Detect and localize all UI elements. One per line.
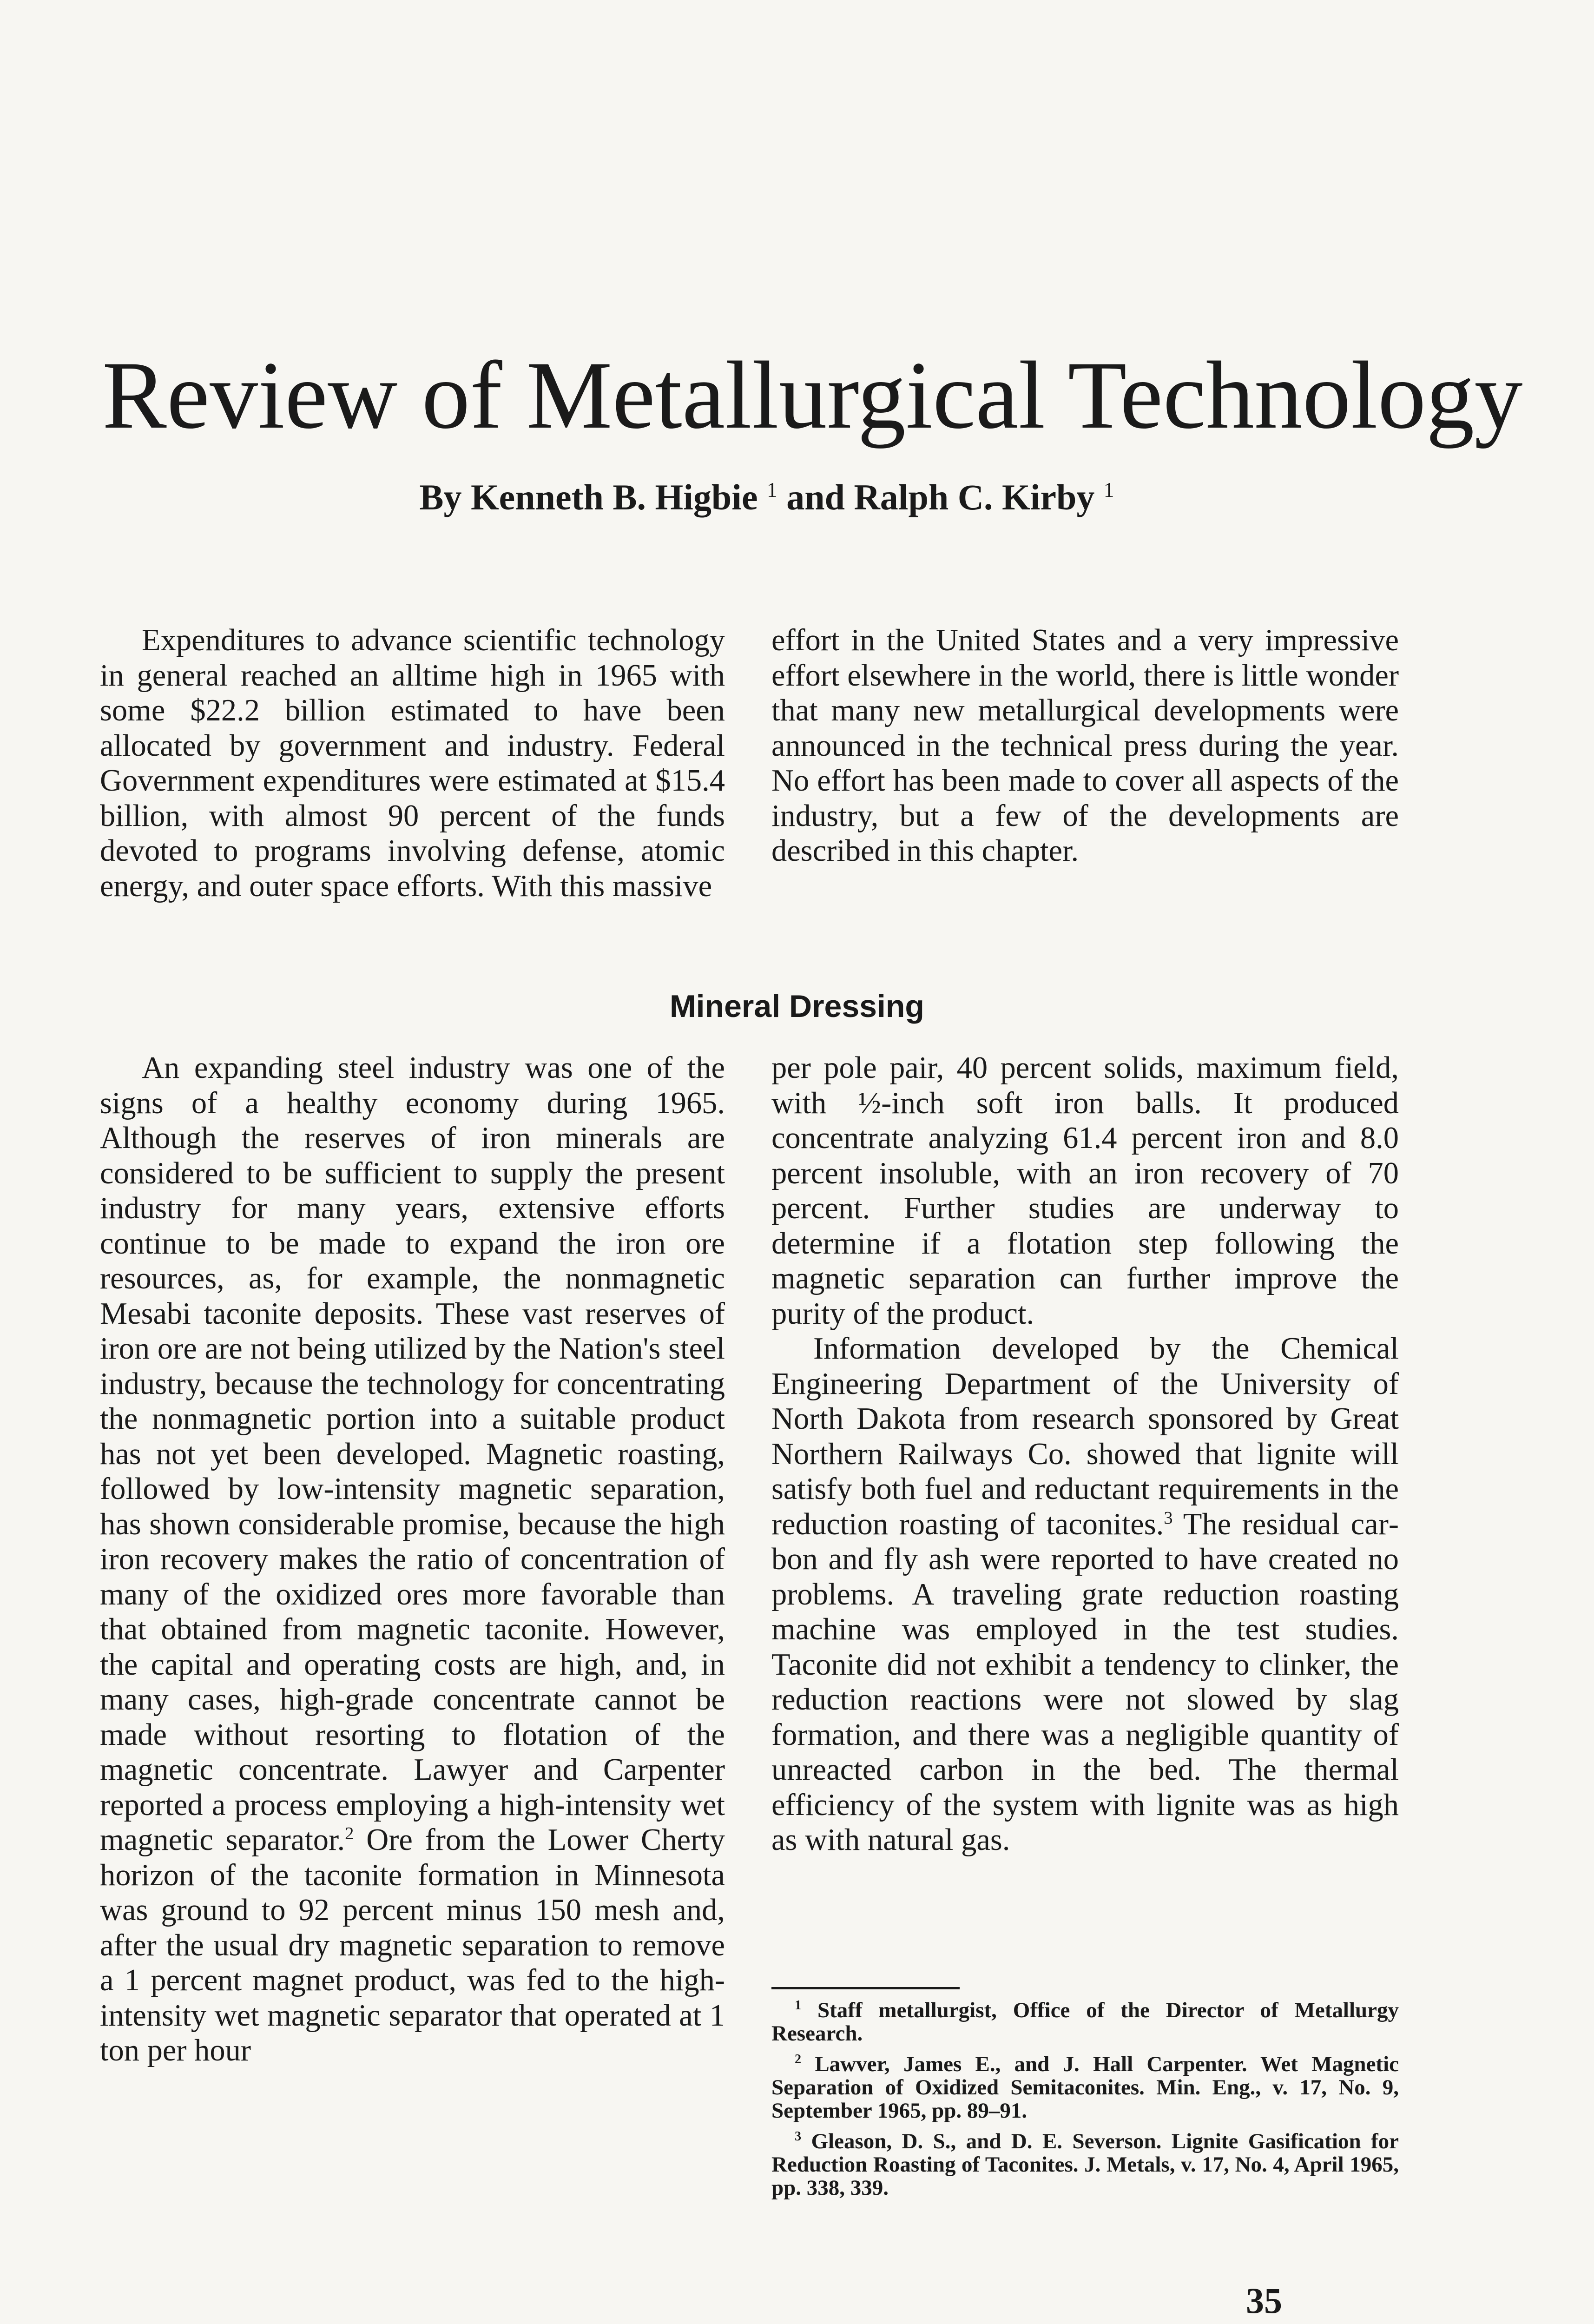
intro-paragraph: Expenditures to advance scientific technology in general reached an alltime high in 1965 with some $22.2 billion estimated to have been allocated by government and industry. Federal Government expenditures were estimated at $15.4 billion, with almost 90 percent of the funds devoted to programs involving defense, atomic energy, and outer space efforts. With this massive <box>100 623 725 903</box>
body-text: The residual carbon and fly ash were reported to have created no problems. A traveling grate reduction roasting machine was employed in the test studies. Taconite did not exhibit a tendency to clinker, the reduction reactions were not slowed by slag formation, and there was a negligible quantity of unreacted carbon in the bed. The thermal efficiency of the system with lignite was as high as with natural gas. <box>771 1507 1399 1857</box>
byline <box>325 474 1208 521</box>
footnote-reference: 2 <box>345 1823 354 1843</box>
footnote-divider <box>771 1987 960 1989</box>
body-text: An expanding steel industry was one of the signs of a healthy economy during 1965. Although the reserves of iron minerals are considered to be sufficient to supply the present industry for many years, extensive efforts continue to be made to expand the iron ore resources, as, for example, the nonmagnetic Mesabi taconite deposits. These vast reserves of iron ore are not being utilized by the Nation's steel industry, because the technology for concentrating the nonmagnetic portion into a suitable product has not yet been developed. Magnetic roasting, followed by low-intensity magnetic separation, has shown considerable promise, because the high iron recovery makes the ratio of concentration of many of the oxidized ores more favorable than that obtained from magnetic taconite. However, the capital and operating costs are high, and, in many cases, high-grade concentrate cannot be made without resorting to flotation of the magnetic concentrate. Lawyer and Carpenter reported a process employing a high-intensity wet magnetic separator. <box>100 1051 725 1857</box>
intro-column-right <box>771 623 1399 869</box>
footnote-reference: 3 <box>1164 1508 1173 1528</box>
body-text: Ore from the Lower Cherty horizon of the taconite formation in Minnesota was ground to 92 percent minus 150 mesh and, after the usual dry magnetic separation to remove a 1 percent magnet product, was fed to the high-intensity wet magnetic separator that operated at 1 ton per hour <box>100 1823 725 2067</box>
footnote-marker: 1 <box>1103 478 1114 502</box>
body-text: Information developed by the Chemical Engineering Department of the University of North Dakota from research sponsored by Great Northern Railways Co. showed that lignite will satisfy both fuel and reductant requirements in the reduction roasting of taconites. <box>771 1332 1399 1541</box>
footnote-number: 2 <box>795 2052 802 2067</box>
byline-connector: and <box>777 477 854 517</box>
footnote-text: Gleason, D. S., and D. E. Severson. Lignite Gasification for Reduction Roasting of Taconites. J. Metals, v. 17, No. 4, April 1965, pp. 338, 339. <box>771 2129 1399 2200</box>
body-column-left <box>100 1050 725 2068</box>
article-title: Review of Metallurgical Technology <box>102 342 1523 449</box>
intro-column-left <box>100 623 725 904</box>
author-name: Kenneth B. Higbie <box>471 477 758 517</box>
body-paragraph <box>100 1050 725 2068</box>
body-paragraph <box>771 1331 1399 1858</box>
body-column-right <box>771 1050 1399 1858</box>
footnote-number: 3 <box>795 2129 802 2144</box>
page-number: 35 <box>1246 2280 1282 2321</box>
section-heading: Mineral Dressing <box>670 989 924 1024</box>
body-paragraph-continued: per pole pair, 40 percent solids, maximum field, with ½-inch soft iron balls. It produced concentrate analyzing 61.4 percent iron and 8.0 percent insoluble, with an iron recovery of 70 percent. Further studies are underway to determine if a flotation step following the magnetic separation can further improve the purity of the product. <box>771 1051 1399 1331</box>
intro-paragraph-continued: effort in the United States and a very impressive effort elsewhere in the world, there is little wonder that many new metallurgical developments were announced in the technical press during the year. No effort has been made to cover all aspects of the industry, but a few of the developments are described in this chapter. <box>771 623 1399 868</box>
footnotes <box>771 1999 1399 2207</box>
footnote-number: 1 <box>795 1998 802 2013</box>
footnote <box>771 2130 1399 2199</box>
footnote-marker: 1 <box>767 478 777 502</box>
footnote-text: Staff metallurgist, Office of the Director of Metallurgy Research. <box>771 1998 1399 2046</box>
footnote <box>771 2053 1399 2122</box>
footnote <box>771 1999 1399 2045</box>
footnote-text: Lawver, James E., and J. Hall Carpenter. Wet Magnetic Separation of Oxidized Semitaconites. Min. Eng., v. 17, No. 9, September 1965, pp. 89–91. <box>771 2052 1399 2123</box>
author-name: Ralph C. Kirby <box>854 477 1095 517</box>
byline-prefix: By <box>419 477 471 517</box>
